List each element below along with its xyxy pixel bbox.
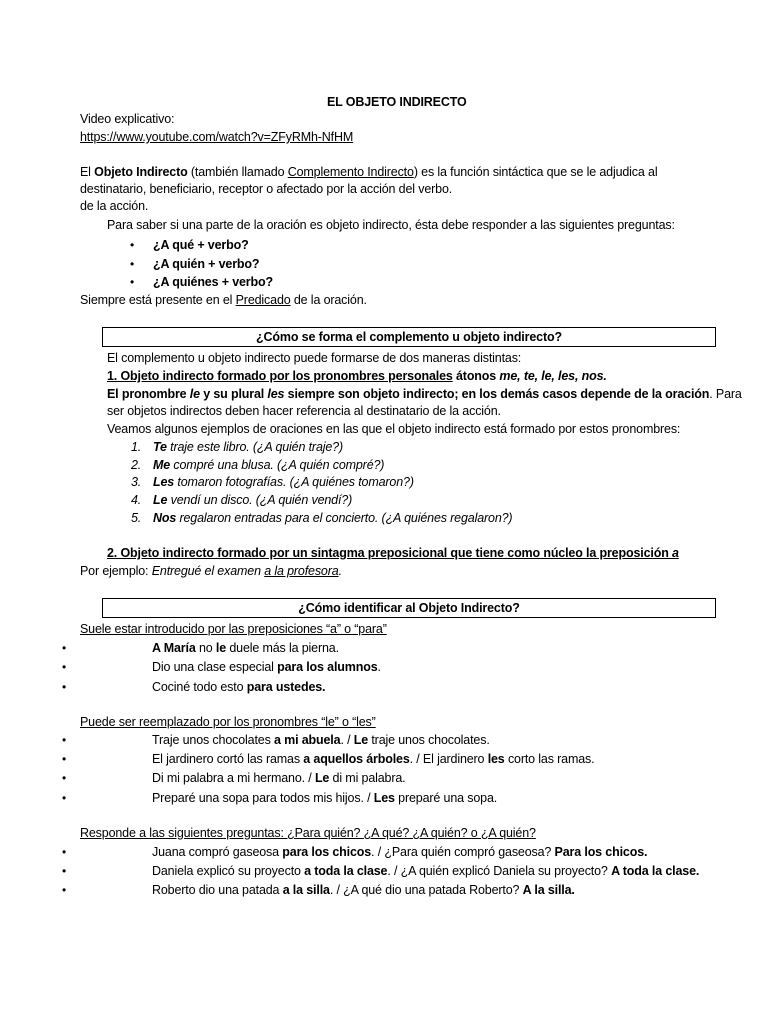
- bullet-icon: •: [130, 275, 135, 289]
- section1-subheading-1: 1. Objeto indirecto formado por los pronombres personales átonos me, te, le, les, nos.: [107, 369, 607, 383]
- intro-line-3: de la acción.: [80, 199, 149, 213]
- bullet-icon: •: [62, 883, 67, 897]
- bullet-icon: •: [130, 238, 135, 252]
- term-complemento-indirecto: Complemento Indirecto: [287, 165, 414, 179]
- list-item: Cociné todo esto para ustedes.: [152, 680, 326, 694]
- section1-heading: ¿Cómo se forma el complemento u objeto indirecto?: [256, 330, 562, 344]
- section1-examples-intro: Veamos algunos ejemplos de oraciones en las que el objeto indirecto está formado por estos pronombres:: [107, 422, 681, 436]
- bullet-icon: •: [62, 791, 67, 805]
- bullet-icon: •: [62, 660, 67, 674]
- list-item: Daniela explicó su proyecto a toda la clase. / ¿A quién explicó Daniela su proyecto? A toda la clase.: [152, 864, 700, 878]
- section1-heading-box: [102, 327, 716, 347]
- predicate-line: Siempre está presente en el Predicado de la oración.: [80, 293, 367, 307]
- bullet-icon: •: [62, 864, 67, 878]
- bullet-icon: •: [62, 733, 67, 747]
- section1-rule-line-2: ser objetos indirectos deben hacer referencia al destinatario de la acción.: [107, 404, 501, 418]
- list-item: Traje unos chocolates a mi abuela. / Le traje unos chocolates.: [152, 733, 490, 747]
- list-item: A María no le duele más la pierna.: [152, 641, 339, 655]
- section2-subheading-2: Puede ser reemplazado por los pronombres “le” o “les”: [80, 715, 376, 729]
- question-item: ¿A qué + verbo?: [153, 238, 249, 252]
- section1-subheading-2: 2. Objeto indirecto formado por un sintagma preposicional que tiene como núcleo la preposición a: [107, 546, 679, 560]
- example-item: 5. Nos regalaron entradas para el concierto. (¿A quiénes regalaron?): [131, 511, 513, 525]
- video-link[interactable]: https://www.youtube.com/watch?v=ZFyRMh-NfHM: [80, 130, 354, 144]
- page-title: EL OBJETO INDIRECTO: [327, 95, 467, 109]
- list-item: Preparé una sopa para todos mis hijos. / Les preparé una sopa.: [152, 791, 498, 805]
- section1-intro: El complemento u objeto indirecto puede formarse de dos maneras distintas:: [107, 351, 522, 365]
- term-objeto-indirecto: Objeto Indirecto: [94, 165, 188, 179]
- intro-line-2: destinatario, beneficiario, receptor o afectado por la acción del verbo.: [80, 182, 453, 196]
- list-item: Roberto dio una patada a la silla. / ¿A qué dio una patada Roberto? A la silla.: [152, 883, 575, 897]
- section2-heading-box: [102, 598, 716, 618]
- bullet-icon: •: [62, 771, 67, 785]
- section1-example: Por ejemplo: Entregué el examen a la profesora.: [80, 564, 342, 578]
- video-label: Video explicativo:: [80, 112, 175, 126]
- list-item: Juana compró gaseosa para los chicos. / ¿Para quién compró gaseosa? Para los chicos.: [152, 845, 648, 859]
- section1-rule: El pronombre le y su plural les siempre son objeto indirecto; en los demás casos depende de la oración. Para: [107, 387, 742, 401]
- bullet-icon: •: [62, 845, 67, 859]
- example-item: 4. Le vendí un disco. (¿A quién vendí?): [131, 493, 353, 507]
- list-item: Di mi palabra a mi hermano. / Le di mi palabra.: [152, 771, 406, 785]
- bullet-icon: •: [130, 257, 135, 271]
- example-item: 2. Me compré una blusa. (¿A quién compré?): [131, 458, 385, 472]
- section2-subheading-3: Responde a las siguientes preguntas: ¿Para quién? ¿A qué? ¿A quién? o ¿A quién?: [80, 826, 536, 840]
- bullet-icon: •: [62, 641, 67, 655]
- example-item: 3. Les tomaron fotografías. (¿A quiénes tomaron?): [131, 475, 414, 489]
- example-item: 1. Te traje este libro. (¿A quién traje?): [131, 440, 343, 454]
- list-item: Dio una clase especial para los alumnos.: [152, 660, 381, 674]
- bullet-icon: •: [62, 752, 67, 766]
- question-item: ¿A quién + verbo?: [153, 257, 260, 271]
- bullet-icon: •: [62, 680, 67, 694]
- question-item: ¿A quiénes + verbo?: [153, 275, 273, 289]
- intro-line-1: El Objeto Indirecto (también llamado Complemento Indirecto) es la función sintáctica que se le adjudica al: [80, 165, 658, 179]
- intro-line-4: Para saber si una parte de la oración es objeto indirecto, ésta debe responder a las siguientes preguntas:: [107, 218, 675, 232]
- term-predicado: Predicado: [235, 293, 291, 307]
- section2-heading: ¿Cómo identificar al Objeto Indirecto?: [298, 601, 520, 615]
- section2-subheading-1: Suele estar introducido por las preposiciones “a” o “para”: [80, 622, 387, 636]
- list-item: El jardinero cortó las ramas a aquellos árboles. / El jardinero les corto las ramas.: [152, 752, 595, 766]
